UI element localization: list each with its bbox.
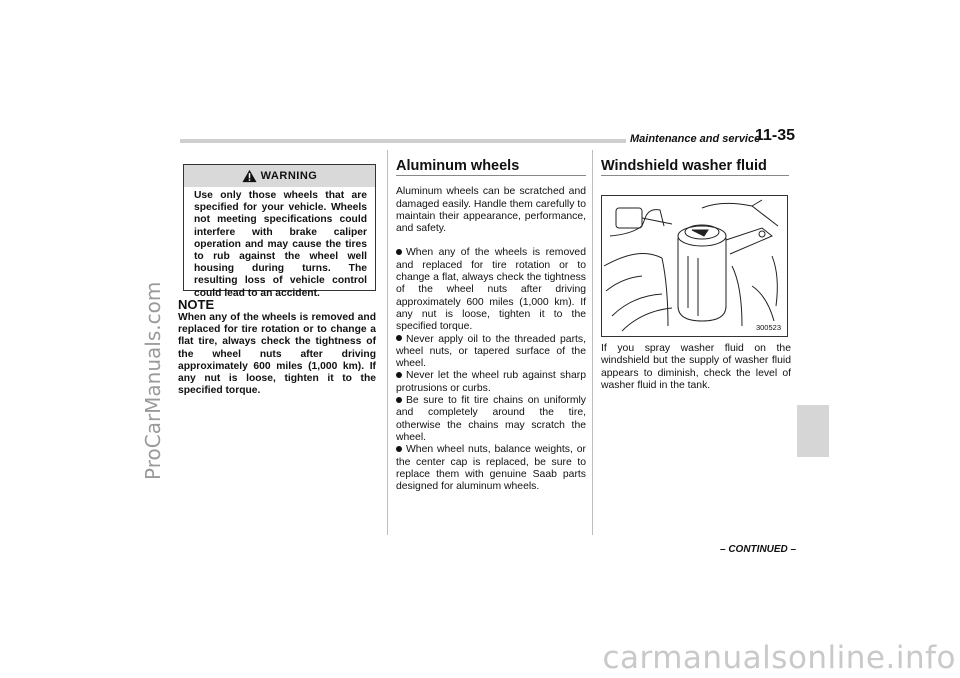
bullet-icon [396, 372, 402, 378]
header-rule [180, 139, 626, 143]
continued-label: – CONTINUED – [720, 544, 797, 555]
section-tab [797, 405, 829, 457]
bullet-icon [396, 335, 402, 341]
column-divider [592, 150, 593, 535]
washer-reservoir-drawing [602, 196, 787, 336]
washer-fluid-title: Windshield washer fluid [601, 160, 789, 176]
page-number: 11-35 [755, 127, 796, 144]
note-title: NOTE [178, 297, 215, 312]
aluminum-bullet: Be sure to fit tire chains on uniformly and completely around the tire, otherwise the chains may scratch the wheel. [396, 395, 586, 443]
warning-box [183, 164, 376, 299]
aluminum-bullet: When any of the wheels is removed and replaced for tire rotation or to change a flat, always check the tightness of the wheel nuts after driving approximately 600 miles (1,000 km). If any nut is loose, tighten it to the specified torque. [396, 247, 586, 333]
bullet-icon [396, 397, 402, 403]
aluminum-wheels-title: Aluminum wheels [396, 160, 586, 176]
note-text: When any of the wheels is removed and replaced for tire rotation or to change a flat tire, always check the tightness of the wheel nuts after driving approximately 600 miles (1,000 km). If any nut is loose, tighten it to the specified torque. [178, 312, 376, 397]
aluminum-bullet: When wheel nuts, balance weights, or the center cap is replaced, be sure to replace them with genuine Saab parts designed for aluminum wheels. [396, 444, 586, 493]
bullet-icon [396, 446, 402, 452]
bottom-watermark: carmanualsonline.info [602, 640, 956, 676]
aluminum-intro: Aluminum wheels can be scratched and damaged easily. Handle them carefully to maintain their appearance, performance, and safety. [396, 186, 586, 235]
aluminum-bullet: Never let the wheel rub against sharp protrusions or curbs. [396, 370, 586, 394]
washer-fluid-text: If you spray washer fluid on the windshield but the supply of washer fluid appears to diminish, check the level of washer fluid in the tank. [601, 343, 791, 391]
column-divider [387, 150, 388, 535]
warning-label: WARNING [260, 170, 318, 182]
header-section-title: Maintenance and service [630, 133, 761, 145]
washer-fluid-text-block [601, 343, 791, 392]
warning-header [184, 165, 375, 187]
bullet-icon [396, 249, 402, 255]
aluminum-bullet: Never apply oil to the threaded parts, wheel nuts, or tapered surface of the wheel. [396, 333, 586, 370]
warning-text: Use only those wheels that are specified for your vehicle. Wheels not meeting specifications could interfere with brake caliper operation and may cause the tires to rub against the wheel well housing during turns. The resulting loss of vehicle control could lead to an accident. [194, 190, 367, 299]
washer-fluid-section [601, 160, 789, 186]
figure-id: 300523 [755, 323, 781, 332]
side-watermark: ProCarManuals.com [141, 281, 165, 480]
aluminum-wheels-section [396, 160, 586, 493]
washer-tank-illustration [601, 195, 788, 337]
warning-triangle-icon [242, 169, 257, 183]
